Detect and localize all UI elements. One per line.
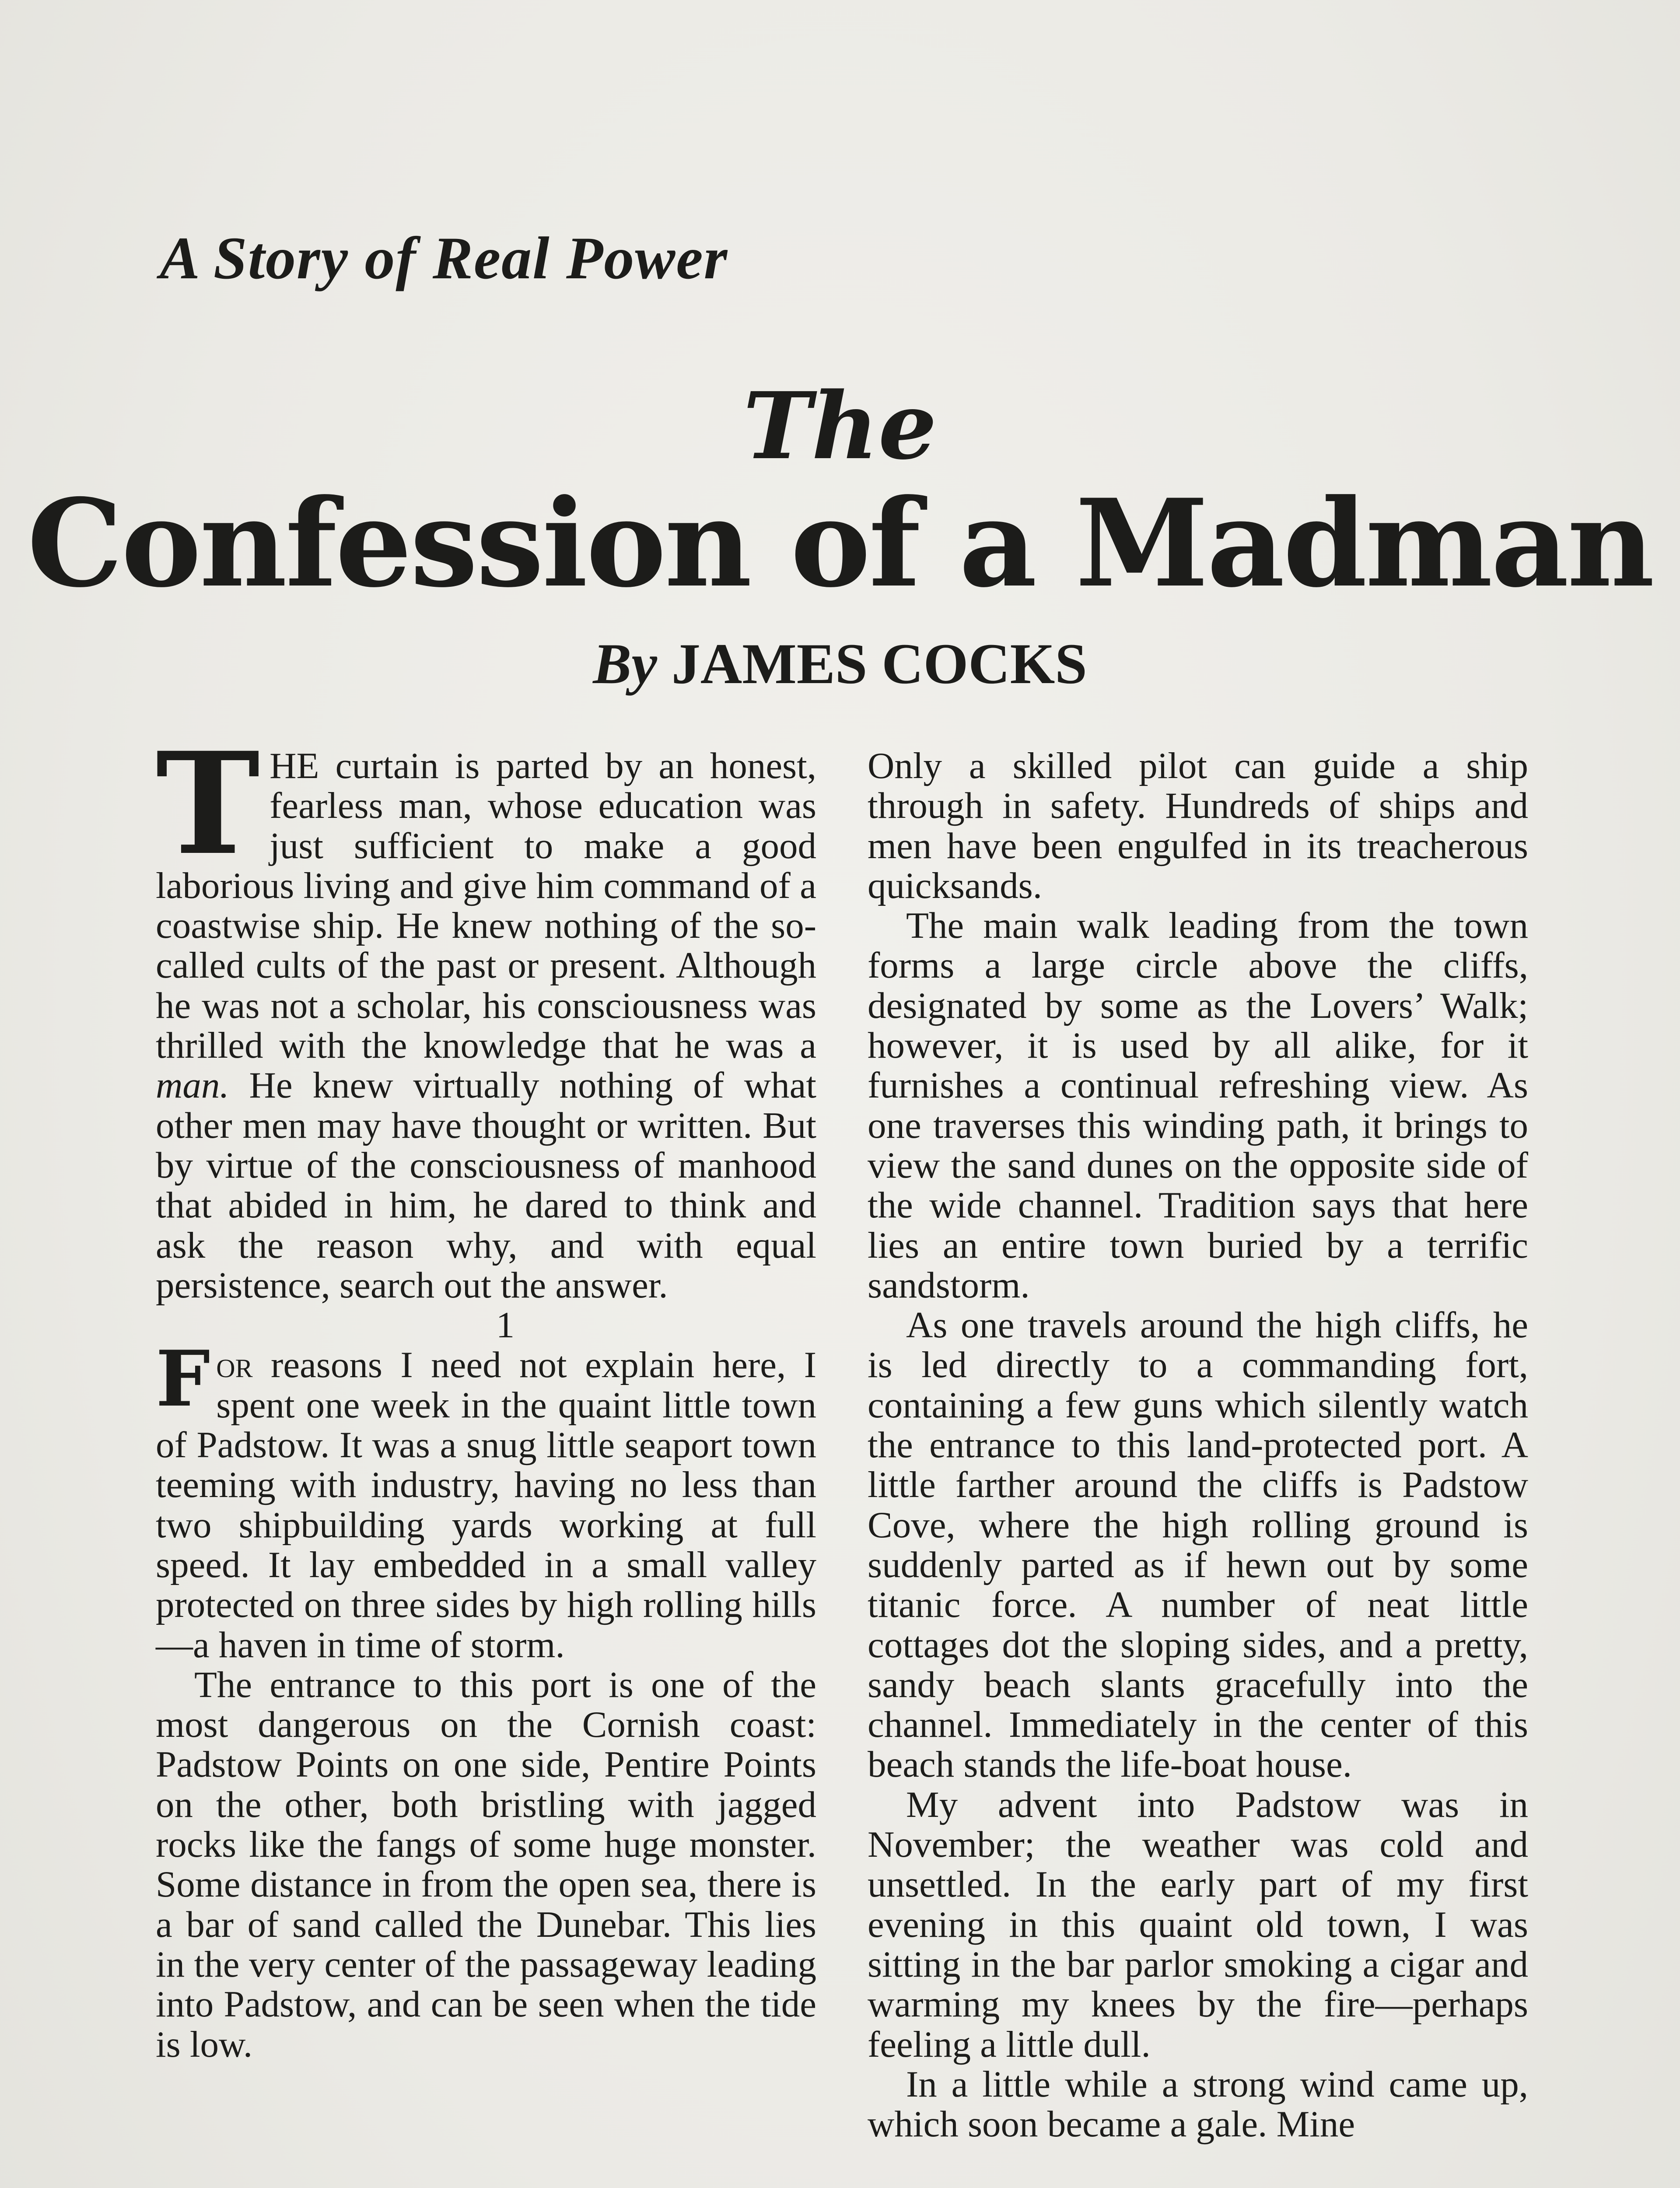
- title-line-1: The: [743, 372, 937, 480]
- section1-paragraph-3: The main walk leading from the town forms a large circle above the cliffs, designated by some as the Lovers’ Walk; however, it is used by all alike, for it furnishes a continual refreshing view. As one traverses this winding path, it brings to view the sand dunes on the opposite side of the wide channel. Tradition says that here lies an entire town buried by a terrific sandstorm.: [868, 905, 1528, 1306]
- intro-drop-cap: T: [156, 722, 260, 886]
- left-column: [156, 722, 816, 2065]
- section1-paragraph-4: As one travels around the high cliffs, he is led directly to a commanding fort, containing a few guns which silently watch the entrance to this land-protected port. A little farther around the cliffs is Padstow Cove, where the high rolling ground is suddenly parted as if hewn out by some titanic force. A number of neat little cottages dot the sloping sides, and a pretty, sandy beach slants gracefully into the channel. Immediately in the center of this beach stands the life-boat house.: [868, 1304, 1528, 1785]
- right-column: [868, 746, 1528, 2144]
- intro-first-word: HE: [270, 745, 319, 786]
- story-kicker: A Story of Real Power: [160, 224, 728, 291]
- intro-text-after: He knew virtually nothing of what other men may have thought or written. But by virtue of the consciousness of manhood that abided in him, he dared to think and ask the reason why, and with equal persistence, search out the answer.: [156, 1065, 816, 1306]
- section1-paragraph-6: In a little while a strong wind came up, which soon became a gale. Mine: [868, 2063, 1528, 2145]
- section1-p1-text: reasons I need not explain here, I spent one week in the quaint little town of Padstow. It was a snug little seaport town teeming with industry, having no less than two shipbuilding yards working at full speed. It lay embedded in a small valley protected on three sides by high rolling hills—a haven in time of storm.: [156, 1344, 816, 1666]
- section1-drop-cap: F: [156, 1334, 210, 1424]
- section1-first-word: or: [216, 1344, 253, 1386]
- section1-paragraph-2: The entrance to this port is one of the most dangerous on the Cornish coast: Padstow Points on one side, Pentire Points on the other, both bristling with jagged rocks like the fangs of some huge monster. Some distance in from the open sea, there is a bar of sand called the Dunebar. This lies in the very center of the passageway leading into Padstow, and can be seen when the tide is low.: [156, 1664, 816, 2065]
- byline: [0, 630, 1680, 697]
- intro-text: curtain is parted by an honest, fearless man, whose education was just sufficient to make a good laborious living and give him command of a coastwise ship. He knew nothing of the so-called cults of the past or present. Although he was not a scholar, his consciousness was thrilled with the knowledge that he was a: [156, 745, 816, 1066]
- section1-paragraph-1: [156, 1334, 816, 1666]
- intro-italic-word: man.: [156, 1065, 229, 1106]
- section1-paragraph-2-continued: Only a skilled pilot can guide a ship through in safety. Hundreds of ships and men have been engulfed in its treacherous quicksands.: [868, 745, 1528, 906]
- byline-author: JAMES COCKS: [671, 631, 1087, 696]
- intro-paragraph: [156, 722, 816, 1306]
- story-title: Confession of a Madman: [27, 473, 1653, 614]
- byline-by: By: [593, 631, 657, 696]
- section-number: 1: [496, 1304, 515, 1346]
- section1-paragraph-5: My advent into Padstow was in November; the weather was cold and unsettled. In the early part of my first evening in this quaint old town, I was sitting in the bar parlor smoking a cigar and warming my knees by the fire—perhaps feeling a little dull.: [868, 1784, 1528, 2065]
